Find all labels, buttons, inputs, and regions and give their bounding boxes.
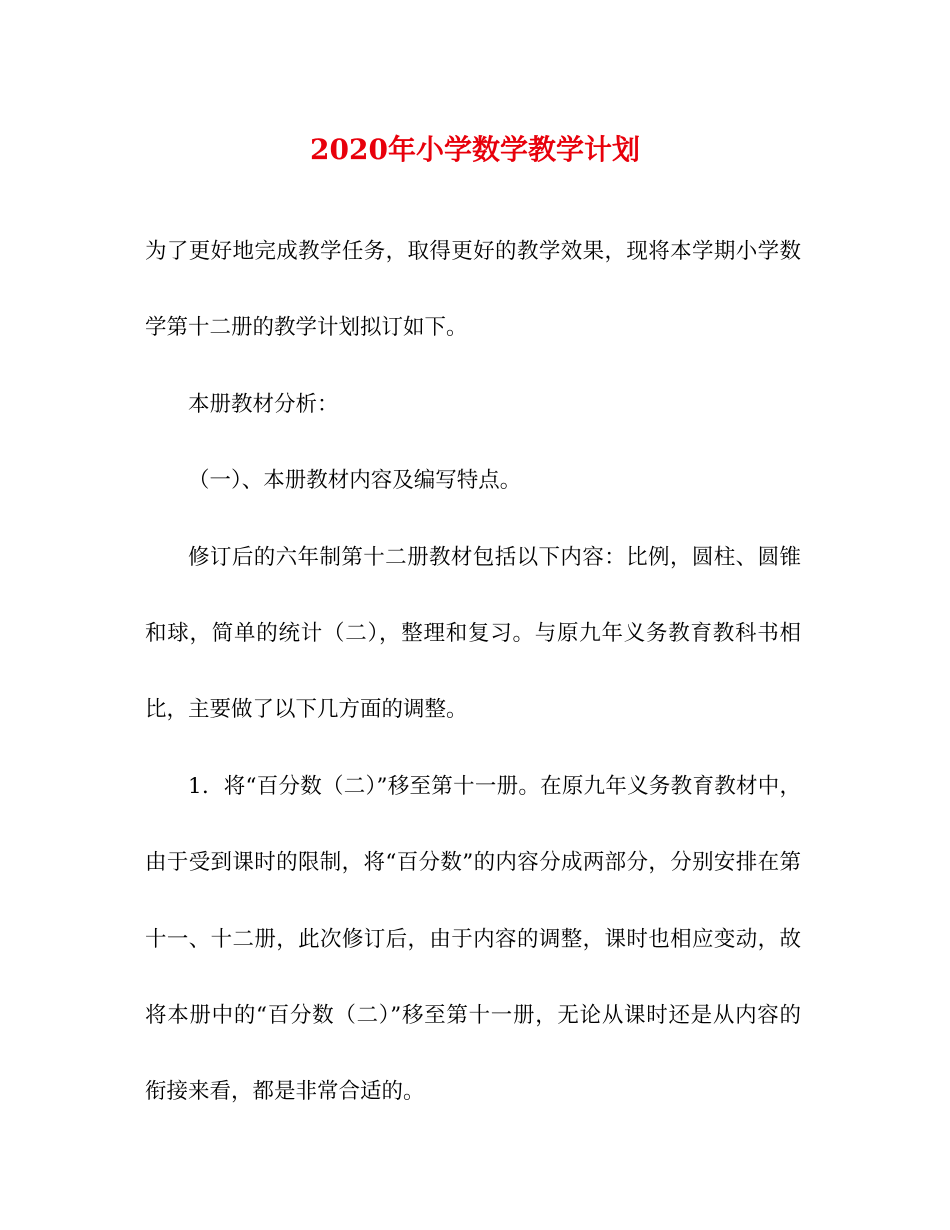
paragraph-intro: 为了更好地完成教学任务，取得更好的教学效果，现将本学期小学数学第十二册的教学计划拟订如下。 (145, 239, 801, 341)
paragraph-subsection-heading: （一）、本册教材内容及编写特点。 (188, 468, 522, 494)
document-title: 2020年小学数学教学计划 (310, 133, 640, 166)
paragraph-content-overview: 修订后的六年制第十二册教材包括以下内容：比例，圆柱、圆锥和球，简单的统计（二），整理和复习。与原九年义务教育教科书相比，主要做了以下几方面的调整。 (145, 544, 801, 723)
document-body (145, 214, 801, 1131)
paragraph-adjustment-1: 1．将“百分数（二）”移至第十一册。在原九年义务教育教材中，由于受到课时的限制，将“百分数”的内容分成两部分，分别安排在第十一、十二册，此次修订后，由于内容的调整，课时也相应变动，故将本册中的“百分数（二）”移至第十一册，无论从课时还是从内容的衔接来看，都是非常合适的。 (145, 773, 801, 1105)
paragraph-section-heading: 本册教材分析： (188, 391, 339, 417)
